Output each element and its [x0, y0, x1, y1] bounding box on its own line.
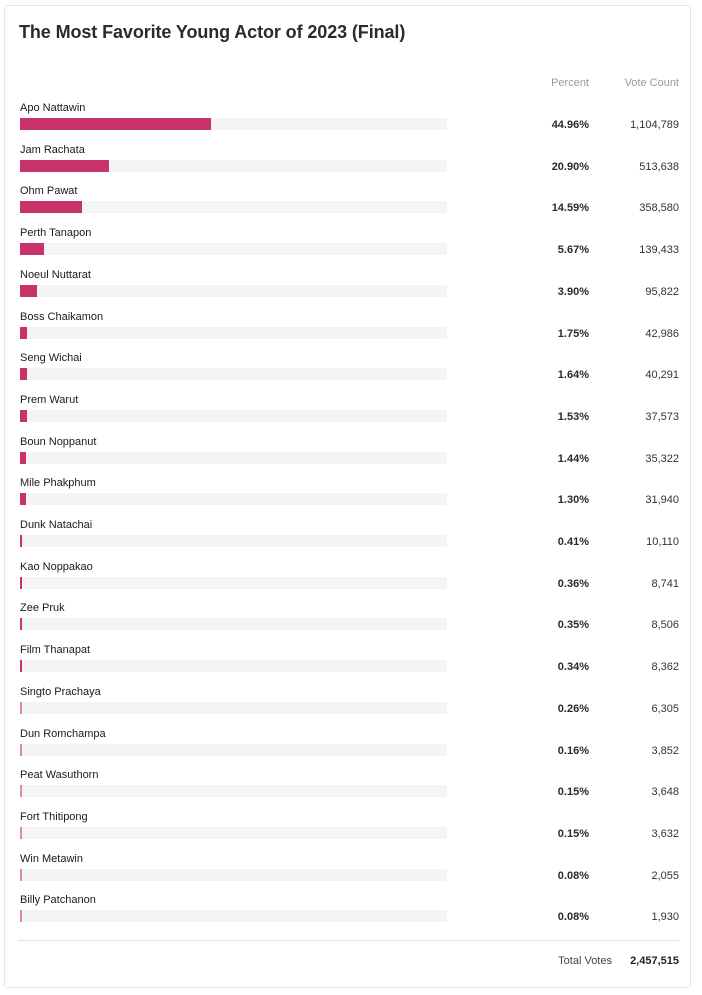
bar-fill	[20, 201, 82, 213]
chart-title: The Most Favorite Young Actor of 2023 (Final)	[19, 22, 406, 42]
bar-track	[20, 201, 447, 213]
percent-value: 1.75%	[557, 327, 589, 340]
vote-count-value: 3,852	[651, 744, 679, 757]
bar-track	[20, 618, 447, 630]
footer-divider	[18, 940, 679, 941]
bar-fill	[20, 577, 22, 589]
percent-value: 5.67%	[557, 244, 589, 257]
bar-fill	[20, 118, 211, 130]
bar-track	[20, 285, 447, 297]
bar-track	[20, 327, 447, 339]
bar-fill	[20, 327, 27, 339]
bar-track	[20, 368, 447, 380]
vote-count-value: 95,822	[645, 285, 679, 298]
percent-value: 0.08%	[557, 869, 589, 882]
bar-track	[20, 744, 447, 756]
bar-fill	[20, 910, 22, 922]
actor-name: Film Thanapat	[20, 644, 91, 657]
result-row	[5, 185, 690, 227]
actor-name: Boss Chaikamon	[20, 310, 104, 323]
bar-fill	[20, 452, 26, 464]
bar-fill	[20, 493, 26, 505]
actor-name: Kao Noppakao	[20, 560, 93, 573]
bar-track	[20, 535, 447, 547]
total-votes-label: Total Votes	[558, 955, 612, 967]
vote-count-value: 358,580	[639, 202, 679, 215]
vote-count-value: 1,930	[651, 911, 679, 924]
actor-name: Apo Nattawin	[20, 102, 86, 114]
bar-track	[20, 785, 447, 797]
result-row	[5, 436, 690, 478]
bar-fill	[20, 535, 22, 547]
result-row	[5, 227, 690, 269]
total-votes-value: 2,457,515	[630, 955, 679, 967]
bar-track	[20, 910, 447, 922]
poll-results-card	[4, 5, 691, 988]
bar-fill	[20, 785, 22, 797]
percent-value: 1.44%	[557, 452, 589, 465]
bar-fill	[20, 869, 22, 881]
percent-value: 3.90%	[557, 285, 589, 298]
bar-track	[20, 452, 447, 464]
actor-name: Peat Wasuthorn	[20, 769, 99, 782]
percent-value: 0.15%	[557, 786, 589, 799]
actor-name: Ohm Pawat	[20, 185, 78, 198]
bar-fill	[20, 160, 109, 172]
bar-fill	[20, 368, 27, 380]
actor-name: Noeul Nuttarat	[20, 268, 91, 281]
bar-track	[20, 660, 447, 672]
bar-track	[20, 410, 447, 422]
result-row	[5, 269, 690, 311]
percent-column-header: Percent	[551, 77, 589, 89]
actor-name: Mile Phakphum	[20, 477, 96, 490]
percent-value: 44.96%	[551, 119, 589, 131]
percent-value: 0.34%	[557, 661, 589, 674]
actor-name: Dun Romchampa	[20, 727, 106, 740]
percent-value: 0.41%	[557, 536, 589, 548]
percent-value: 0.16%	[557, 744, 589, 757]
result-row	[5, 561, 690, 603]
result-row	[5, 853, 690, 895]
vote-count-value: 10,110	[646, 536, 679, 548]
result-row	[5, 602, 690, 644]
vote-count-column-header: Vote Count	[624, 77, 679, 89]
result-row	[5, 352, 690, 394]
vote-count-value: 8,362	[651, 661, 679, 674]
result-row	[5, 811, 690, 853]
vote-count-value: 3,648	[651, 786, 679, 799]
bar-fill	[20, 285, 37, 297]
result-row	[5, 769, 690, 811]
result-row	[5, 311, 690, 353]
percent-value: 0.36%	[557, 577, 589, 590]
bar-track	[20, 493, 447, 505]
actor-name: Boun Noppanut	[20, 435, 97, 448]
percent-value: 1.53%	[557, 410, 589, 423]
vote-count-value: 139,433	[639, 244, 679, 257]
actor-name: Seng Wichai	[20, 352, 82, 365]
result-row	[5, 102, 690, 144]
result-row	[5, 144, 690, 186]
vote-count-value: 35,322	[645, 452, 679, 465]
percent-value: 1.64%	[557, 369, 589, 382]
result-row	[5, 519, 690, 561]
result-row	[5, 394, 690, 436]
percent-value: 14.59%	[551, 202, 589, 215]
bar-fill	[20, 410, 27, 422]
percent-value: 1.30%	[557, 494, 589, 507]
actor-name: Dunk Natachai	[20, 519, 93, 531]
bar-fill	[20, 660, 22, 672]
bar-track	[20, 869, 447, 881]
bar-track	[20, 118, 447, 130]
percent-value: 20.90%	[551, 160, 589, 173]
result-row	[5, 477, 690, 519]
actor-name: Singto Prachaya	[20, 685, 101, 698]
actor-name: Perth Tanapon	[20, 227, 92, 240]
bar-track	[20, 160, 447, 172]
actor-name: Prem Warut	[20, 393, 79, 406]
vote-count-value: 42,986	[645, 327, 679, 340]
vote-count-value: 513,638	[639, 160, 679, 173]
bar-fill	[20, 744, 22, 756]
result-row	[5, 894, 690, 936]
vote-count-value: 31,940	[645, 494, 679, 507]
bar-fill	[20, 827, 22, 839]
bar-fill	[20, 243, 44, 255]
bar-fill	[20, 618, 22, 630]
vote-count-value: 6,305	[651, 702, 679, 715]
vote-count-value: 1,104,789	[630, 119, 679, 131]
vote-count-value: 3,632	[651, 827, 679, 840]
bar-track	[20, 577, 447, 589]
actor-name: Fort Thitipong	[20, 810, 88, 823]
vote-count-value: 8,506	[651, 619, 679, 632]
percent-value: 0.35%	[557, 619, 589, 632]
bar-track	[20, 827, 447, 839]
vote-count-value: 2,055	[651, 869, 679, 882]
bar-track	[20, 702, 447, 714]
actor-name: Zee Pruk	[20, 602, 65, 615]
actor-name: Win Metawin	[20, 852, 83, 865]
vote-count-value: 8,741	[651, 577, 679, 590]
result-row	[5, 644, 690, 686]
percent-value: 0.15%	[557, 827, 589, 840]
result-row	[5, 686, 690, 728]
vote-count-value: 37,573	[645, 410, 679, 423]
percent-value: 0.08%	[557, 911, 589, 924]
actor-name: Billy Patchanon	[20, 894, 96, 907]
vote-count-value: 40,291	[645, 369, 679, 382]
bar-track	[20, 243, 447, 255]
percent-value: 0.26%	[557, 702, 589, 715]
bar-fill	[20, 702, 22, 714]
result-row	[5, 728, 690, 770]
actor-name: Jam Rachata	[20, 143, 85, 156]
